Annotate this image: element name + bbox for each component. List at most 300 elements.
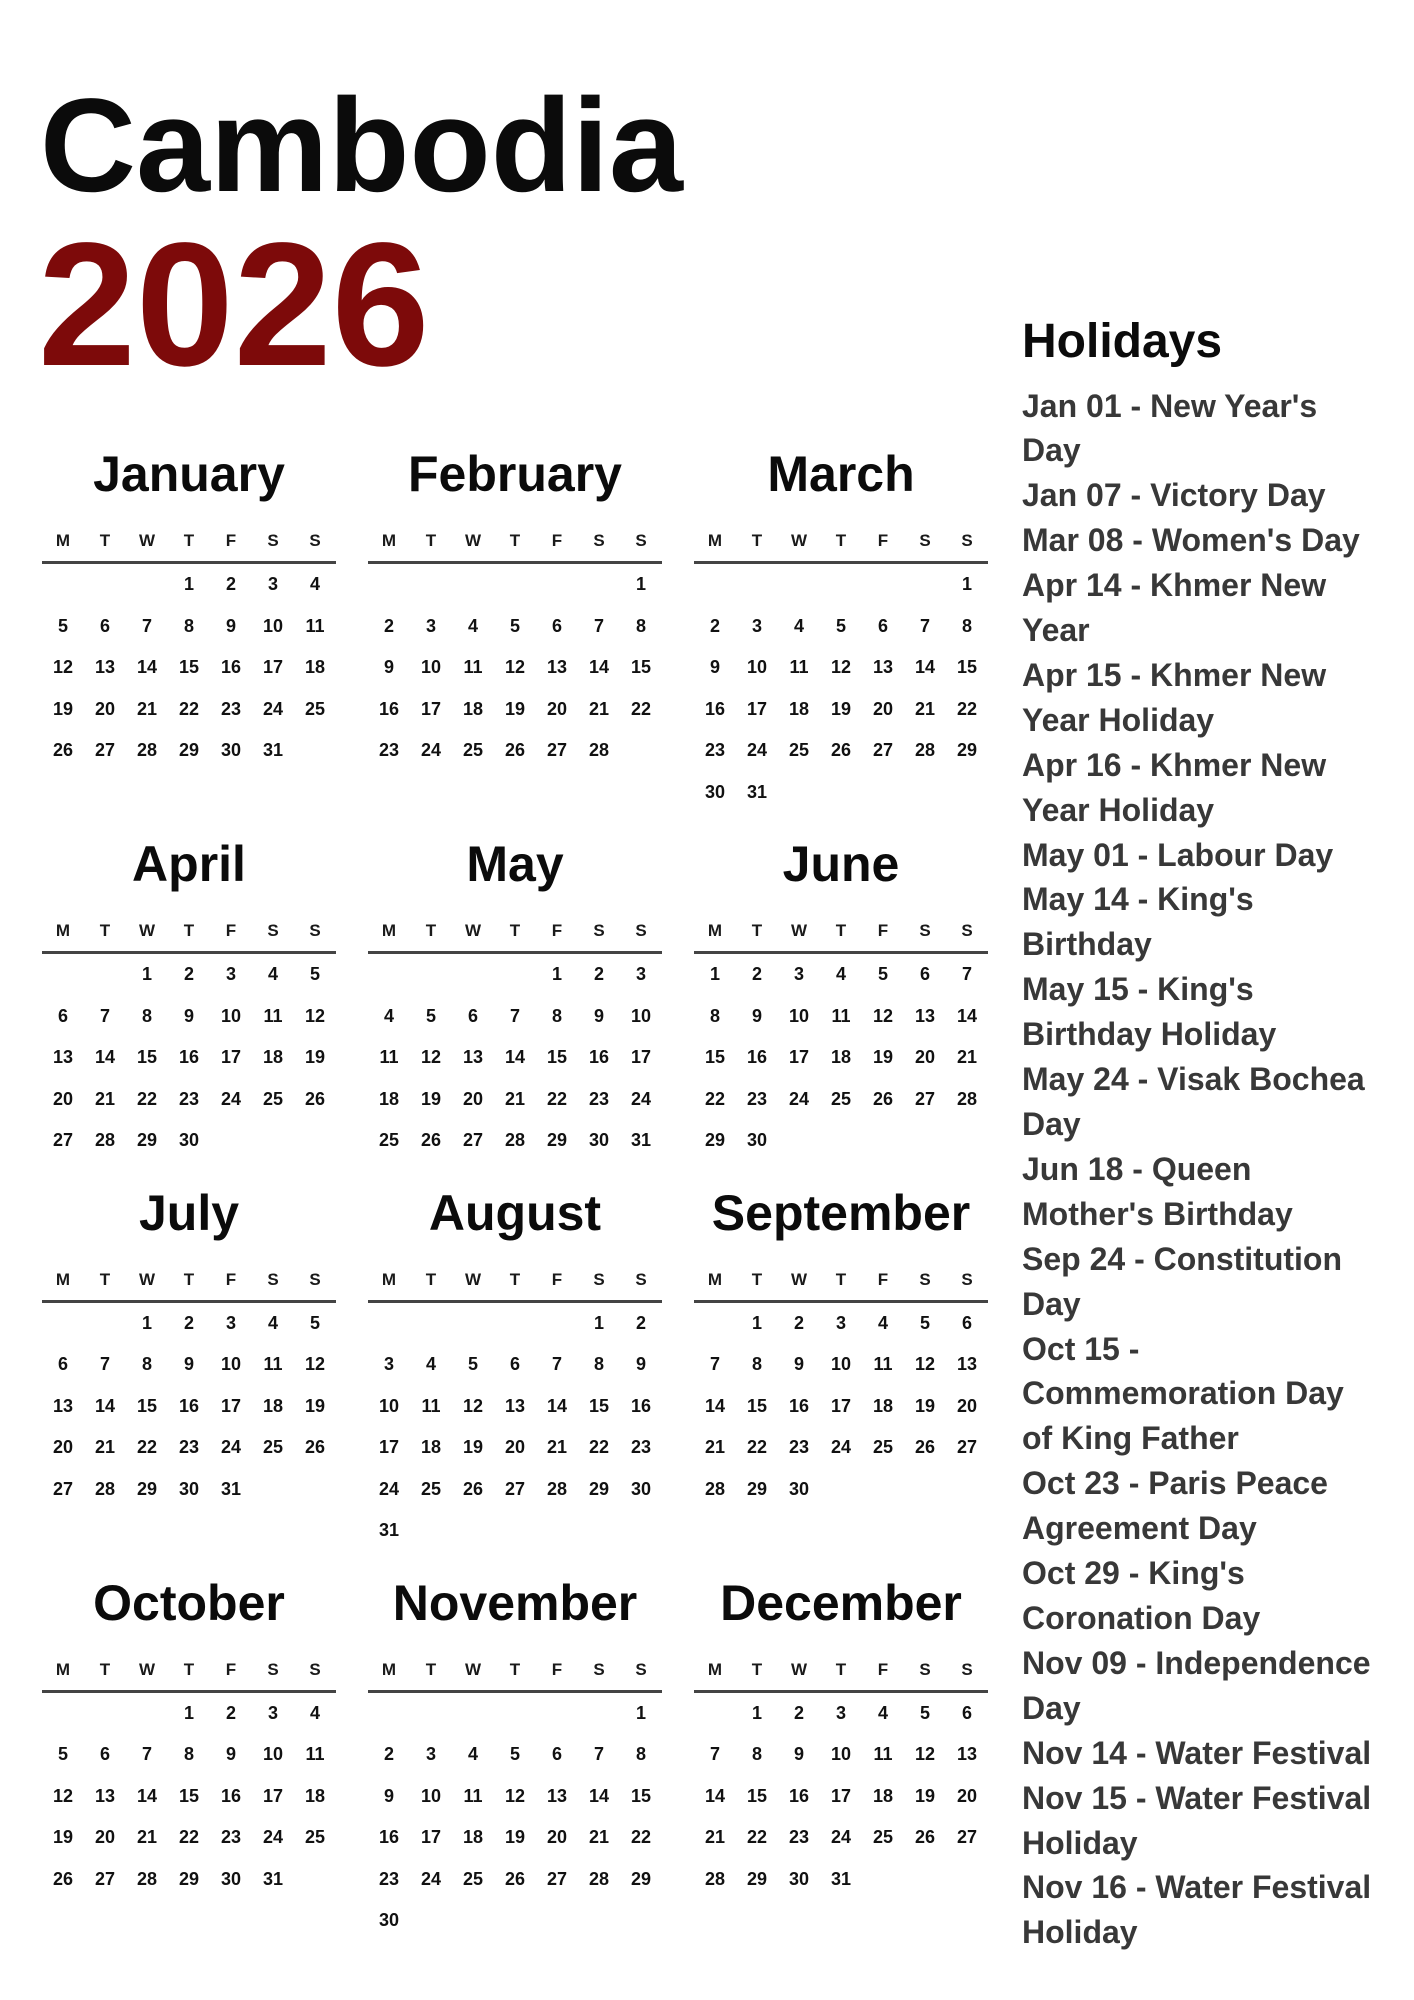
day-cell: 10 <box>830 1354 852 1375</box>
day-cell: 16 <box>788 1785 810 1806</box>
day-cell: 4 <box>877 1312 888 1333</box>
day-cell: 10 <box>262 615 284 636</box>
day-cell: 22 <box>630 698 652 719</box>
weekday-label: S <box>593 531 605 550</box>
holiday-item: Apr 14 - Khmer New Year <box>1022 567 1327 649</box>
week-row <box>42 1037 336 1079</box>
month-name: November <box>392 1574 638 1631</box>
day-cell: 25 <box>304 1827 326 1848</box>
weekday-label: T <box>751 921 763 940</box>
day-cell: 2 <box>183 1312 194 1333</box>
day-cell: 2 <box>709 615 720 636</box>
day-cell: 27 <box>914 1088 936 1109</box>
weekday-label: T <box>509 1659 521 1679</box>
week-row <box>694 772 988 814</box>
week-row <box>42 564 336 606</box>
day-cell: 2 <box>225 1702 236 1723</box>
month-row <box>42 1573 988 1942</box>
weekday-label: S <box>635 1659 647 1679</box>
day-cell: 4 <box>467 1744 478 1765</box>
week-row <box>368 730 662 772</box>
day-cell: 12 <box>420 1047 442 1068</box>
weekday-label: S <box>919 1659 931 1679</box>
day-cell: 6 <box>961 1312 972 1333</box>
weekday-label: W <box>464 1659 482 1679</box>
day-cell: 23 <box>378 1868 400 1889</box>
weekday-label: S <box>961 921 973 940</box>
day-cell: 20 <box>94 1827 116 1848</box>
week-row <box>694 1693 988 1735</box>
weekday-label: T <box>751 1659 763 1679</box>
weekday-label: F <box>551 531 563 550</box>
weekday-label: S <box>961 531 973 550</box>
weekday-label: W <box>790 1659 808 1679</box>
day-cell: 21 <box>588 1827 610 1848</box>
day-cell: 30 <box>746 1130 768 1151</box>
weekday-label: T <box>99 921 111 940</box>
week-row <box>368 564 662 606</box>
month-june <box>694 834 988 1162</box>
week-row <box>42 1386 336 1428</box>
weekday-label: W <box>138 1269 156 1289</box>
holiday-item: Jun 18 - Queen Mother's Birthday <box>1022 1150 1293 1232</box>
day-cell: 20 <box>914 1047 936 1068</box>
day-cell: 22 <box>136 1088 158 1109</box>
day-cell: 9 <box>225 1744 236 1765</box>
day-cell: 19 <box>462 1437 484 1458</box>
day-cell: 1 <box>751 1312 762 1333</box>
day-cell: 15 <box>178 1785 200 1806</box>
day-cell: 23 <box>220 1827 242 1848</box>
day-cell: 21 <box>914 698 936 719</box>
day-cell: 8 <box>709 1005 720 1026</box>
week-row <box>368 1859 662 1901</box>
day-cell: 19 <box>304 1395 326 1416</box>
weekday-label: W <box>464 921 482 940</box>
day-cell: 3 <box>267 1702 278 1723</box>
day-cell: 5 <box>919 1702 930 1723</box>
day-cell: 19 <box>420 1088 442 1109</box>
day-cell: 18 <box>462 698 484 719</box>
week-row <box>42 1693 336 1735</box>
weekday-label: F <box>877 531 889 550</box>
day-cell: 19 <box>52 698 74 719</box>
week-row <box>368 1344 662 1386</box>
day-cell: 22 <box>178 698 200 719</box>
day-cell: 25 <box>262 1088 284 1109</box>
day-cell: 24 <box>262 698 284 719</box>
day-cell: 5 <box>877 964 888 985</box>
weekday-label: T <box>183 1659 195 1679</box>
day-cell: 25 <box>420 1478 442 1499</box>
day-cell: 6 <box>99 615 110 636</box>
day-cell: 28 <box>704 1868 726 1889</box>
day-cell: 2 <box>793 1702 804 1723</box>
week-row <box>694 1817 988 1859</box>
week-row <box>42 1734 336 1776</box>
day-cell: 8 <box>751 1354 762 1375</box>
day-cell: 4 <box>425 1354 436 1375</box>
day-cell: 2 <box>183 964 194 985</box>
day-cell: 22 <box>588 1437 610 1458</box>
day-cell: 12 <box>52 657 74 678</box>
weekday-header <box>694 1260 988 1303</box>
week-row <box>368 1693 662 1735</box>
day-cell: 10 <box>420 657 442 678</box>
day-cell: 24 <box>420 1868 442 1889</box>
day-cell: 11 <box>463 1785 483 1806</box>
day-cell: 24 <box>420 740 442 761</box>
week-row <box>368 1386 662 1428</box>
day-cell: 4 <box>793 615 804 636</box>
day-cell: 5 <box>467 1354 478 1375</box>
day-cell: 1 <box>709 964 720 985</box>
month-name: May <box>466 836 564 892</box>
weekday-label: T <box>751 531 763 550</box>
day-cell: 9 <box>593 1005 604 1026</box>
day-cell: 29 <box>746 1478 768 1499</box>
day-cell: 27 <box>956 1827 978 1848</box>
day-cell: 3 <box>425 615 436 636</box>
day-cell: 26 <box>504 1868 526 1889</box>
weekday-label: S <box>919 531 931 550</box>
weekday-label: M <box>707 1659 723 1679</box>
day-cell: 21 <box>588 698 610 719</box>
weekday-label: T <box>835 1269 847 1289</box>
day-cell: 13 <box>52 1395 74 1416</box>
weekday-label: T <box>99 1269 111 1289</box>
day-cell: 14 <box>704 1395 726 1416</box>
weekday-label: M <box>55 921 71 940</box>
day-cell: 15 <box>178 657 200 678</box>
day-cell: 4 <box>267 964 278 985</box>
day-cell: 1 <box>551 964 562 985</box>
day-cell: 28 <box>546 1478 568 1499</box>
month-name: July <box>138 1184 240 1241</box>
day-cell: 15 <box>630 1785 652 1806</box>
day-cell: 17 <box>378 1437 400 1458</box>
day-cell: 4 <box>309 574 320 595</box>
day-cell: 26 <box>462 1478 484 1499</box>
day-cell: 19 <box>504 698 526 719</box>
day-cell: 16 <box>220 657 242 678</box>
day-cell: 18 <box>872 1785 894 1806</box>
day-cell: 22 <box>630 1827 652 1848</box>
day-cell: 1 <box>141 964 152 985</box>
weekday-label: S <box>309 1659 321 1679</box>
weekday-label: W <box>464 531 482 550</box>
day-cell: 30 <box>704 781 726 802</box>
day-cell: 5 <box>919 1312 930 1333</box>
month-row <box>42 444 988 813</box>
day-cell: 30 <box>178 1478 200 1499</box>
day-cell: 14 <box>546 1395 568 1416</box>
holidays-list <box>1022 384 1380 1956</box>
day-cell: 9 <box>793 1354 804 1375</box>
week-row <box>42 1427 336 1469</box>
weekday-label: S <box>267 531 279 550</box>
day-cell: 10 <box>220 1005 242 1026</box>
day-cell: 16 <box>220 1785 242 1806</box>
day-cell: 11 <box>873 1744 893 1765</box>
day-cell: 31 <box>262 740 284 761</box>
day-cell: 2 <box>793 1312 804 1333</box>
week-row <box>694 1079 988 1121</box>
day-cell: 3 <box>835 1312 846 1333</box>
day-cell: 20 <box>504 1437 526 1458</box>
day-cell: 12 <box>304 1354 326 1375</box>
day-cell: 9 <box>709 657 720 678</box>
day-cell: 24 <box>262 1827 284 1848</box>
day-cell: 29 <box>956 740 978 761</box>
weekday-label: T <box>835 531 847 550</box>
day-cell: 24 <box>830 1827 852 1848</box>
weekday-label: M <box>381 531 397 550</box>
day-cell: 17 <box>830 1785 852 1806</box>
day-cell: 27 <box>94 740 116 761</box>
day-cell: 25 <box>830 1088 852 1109</box>
day-cell: 20 <box>462 1088 484 1109</box>
weekday-label: S <box>267 1269 279 1289</box>
week-row <box>368 1079 662 1121</box>
week-row <box>42 1120 336 1162</box>
weekday-label: F <box>225 1269 237 1289</box>
weekday-header <box>368 911 662 954</box>
day-cell: 7 <box>99 1354 110 1375</box>
day-cell: 3 <box>751 615 762 636</box>
day-cell: 11 <box>305 1744 325 1765</box>
holiday-item: May 24 - Visak Bochea Day <box>1022 1061 1365 1142</box>
day-cell: 21 <box>704 1827 726 1848</box>
day-cell: 13 <box>94 657 116 678</box>
day-cell: 15 <box>546 1047 568 1068</box>
day-cell: 25 <box>788 740 810 761</box>
day-cell: 4 <box>877 1702 888 1723</box>
day-cell: 18 <box>304 657 326 678</box>
weekday-label: S <box>593 921 605 940</box>
holiday-item: Oct 23 - Paris Peace Agreement Day <box>1022 1465 1328 1547</box>
day-cell: 17 <box>420 1827 442 1848</box>
week-row <box>368 1427 662 1469</box>
day-cell: 29 <box>136 1130 158 1151</box>
day-cell: 13 <box>956 1354 978 1375</box>
holiday-item: Nov 14 - Water Festival <box>1022 1734 1372 1771</box>
day-cell: 8 <box>635 1744 646 1765</box>
day-cell: 18 <box>788 698 810 719</box>
day-cell: 15 <box>704 1047 726 1068</box>
day-cell: 1 <box>635 1702 646 1723</box>
day-cell: 3 <box>425 1744 436 1765</box>
week-row <box>694 564 988 606</box>
day-cell: 18 <box>378 1088 400 1109</box>
month-november <box>368 1573 662 1942</box>
day-cell: 10 <box>378 1395 400 1416</box>
day-cell: 29 <box>178 740 200 761</box>
day-cell: 26 <box>504 740 526 761</box>
day-cell: 24 <box>830 1437 852 1458</box>
day-cell: 27 <box>872 740 894 761</box>
day-cell: 27 <box>52 1130 74 1151</box>
week-row <box>694 689 988 731</box>
day-cell: 6 <box>99 1744 110 1765</box>
holiday-item: Sep 24 - Constitution Day <box>1022 1240 1342 1322</box>
day-cell: 9 <box>383 1785 394 1806</box>
weekday-label: T <box>183 531 195 550</box>
day-cell: 7 <box>593 615 604 636</box>
weekday-label: T <box>751 1269 763 1289</box>
weekday-label: W <box>138 531 156 550</box>
day-cell: 13 <box>462 1047 484 1068</box>
weekday-label: W <box>138 1659 156 1679</box>
weekday-label: M <box>707 1269 723 1289</box>
day-cell: 9 <box>751 1005 762 1026</box>
day-cell: 17 <box>830 1395 852 1416</box>
month-name: August <box>428 1184 602 1241</box>
day-cell: 1 <box>593 1312 604 1333</box>
day-cell: 28 <box>704 1478 726 1499</box>
day-cell: 13 <box>914 1005 936 1026</box>
day-cell: 20 <box>94 698 116 719</box>
weekday-label: S <box>635 531 647 550</box>
week-row <box>368 1510 662 1552</box>
day-cell: 25 <box>872 1437 894 1458</box>
day-cell: 10 <box>830 1744 852 1765</box>
month-name: December <box>720 1574 962 1631</box>
week-row <box>694 647 988 689</box>
holiday-item: May 01 - Labour Day <box>1022 836 1334 873</box>
week-row <box>42 606 336 648</box>
day-cell: 14 <box>94 1047 116 1068</box>
day-cell: 17 <box>420 698 442 719</box>
day-cell: 3 <box>793 964 804 985</box>
day-cell: 20 <box>546 1827 568 1848</box>
day-cell: 19 <box>304 1047 326 1068</box>
day-cell: 10 <box>630 1005 652 1026</box>
day-cell: 28 <box>136 1868 158 1889</box>
day-cell: 11 <box>263 1354 283 1375</box>
day-cell: 22 <box>746 1827 768 1848</box>
day-cell: 28 <box>94 1130 116 1151</box>
day-cell: 12 <box>52 1785 74 1806</box>
day-cell: 4 <box>383 1005 394 1026</box>
week-row <box>42 1469 336 1511</box>
day-cell: 15 <box>746 1395 768 1416</box>
weekday-label: F <box>551 921 563 940</box>
day-cell: 19 <box>52 1827 74 1848</box>
weekday-label: S <box>309 1269 321 1289</box>
day-cell: 23 <box>178 1437 200 1458</box>
day-cell: 23 <box>378 740 400 761</box>
day-cell: 29 <box>704 1130 726 1151</box>
day-cell: 7 <box>593 1744 604 1765</box>
week-row <box>368 1734 662 1776</box>
day-cell: 4 <box>835 964 846 985</box>
day-cell: 31 <box>746 781 768 802</box>
week-row <box>368 996 662 1038</box>
weekday-label: T <box>99 1659 111 1679</box>
day-cell: 16 <box>178 1395 200 1416</box>
day-cell: 18 <box>420 1437 442 1458</box>
day-cell: 18 <box>262 1395 284 1416</box>
day-cell: 29 <box>630 1868 652 1889</box>
day-cell: 1 <box>183 1702 194 1723</box>
weekday-label: S <box>309 531 321 550</box>
week-row <box>42 954 336 996</box>
weekday-header <box>368 1260 662 1303</box>
weekday-label: F <box>877 1269 889 1289</box>
weekday-header <box>42 1260 336 1303</box>
day-cell: 8 <box>183 1744 194 1765</box>
day-cell: 5 <box>57 615 68 636</box>
month-name: April <box>132 836 246 892</box>
day-cell: 16 <box>704 698 726 719</box>
week-row <box>694 1344 988 1386</box>
weekday-header <box>42 1650 336 1693</box>
day-cell: 27 <box>546 740 568 761</box>
day-cell: 2 <box>383 1744 394 1765</box>
day-cell: 11 <box>421 1395 441 1416</box>
week-row <box>694 1427 988 1469</box>
weekday-label: W <box>790 1269 808 1289</box>
month-name: October <box>93 1574 285 1631</box>
day-cell: 15 <box>746 1785 768 1806</box>
day-cell: 17 <box>262 657 284 678</box>
day-cell: 29 <box>136 1478 158 1499</box>
day-cell: 30 <box>220 1868 242 1889</box>
day-cell: 16 <box>588 1047 610 1068</box>
day-cell: 26 <box>304 1088 326 1109</box>
day-cell: 31 <box>830 1868 852 1889</box>
day-cell: 25 <box>304 698 326 719</box>
month-march <box>694 444 988 813</box>
weekday-label: W <box>790 531 808 550</box>
weekday-header <box>42 911 336 954</box>
week-row <box>694 1734 988 1776</box>
day-cell: 7 <box>709 1354 720 1375</box>
week-row <box>42 1079 336 1121</box>
day-cell: 7 <box>141 1744 152 1765</box>
week-row <box>368 1303 662 1345</box>
day-cell: 8 <box>183 615 194 636</box>
weekday-label: T <box>835 921 847 940</box>
day-cell: 12 <box>914 1354 936 1375</box>
week-row <box>368 1120 662 1162</box>
day-cell: 30 <box>788 1478 810 1499</box>
month-name: March <box>767 446 915 502</box>
day-cell: 10 <box>420 1785 442 1806</box>
holiday-item: Oct 29 - King's Coronation Day <box>1022 1555 1261 1636</box>
day-cell: 25 <box>462 740 484 761</box>
day-cell: 12 <box>914 1744 936 1765</box>
day-cell: 9 <box>225 615 236 636</box>
day-cell: 8 <box>551 1005 562 1026</box>
day-cell: 22 <box>704 1088 726 1109</box>
day-cell: 30 <box>588 1130 610 1151</box>
day-cell: 18 <box>872 1395 894 1416</box>
week-row <box>42 996 336 1038</box>
day-cell: 29 <box>546 1130 568 1151</box>
week-row <box>42 647 336 689</box>
day-cell: 9 <box>635 1354 646 1375</box>
weekday-label: S <box>267 921 279 940</box>
weekday-label: T <box>509 531 521 550</box>
month-may <box>368 834 662 1162</box>
weekday-header <box>368 1650 662 1693</box>
day-cell: 24 <box>788 1088 810 1109</box>
day-cell: 14 <box>956 1005 978 1026</box>
day-cell: 19 <box>914 1395 936 1416</box>
day-cell: 7 <box>551 1354 562 1375</box>
